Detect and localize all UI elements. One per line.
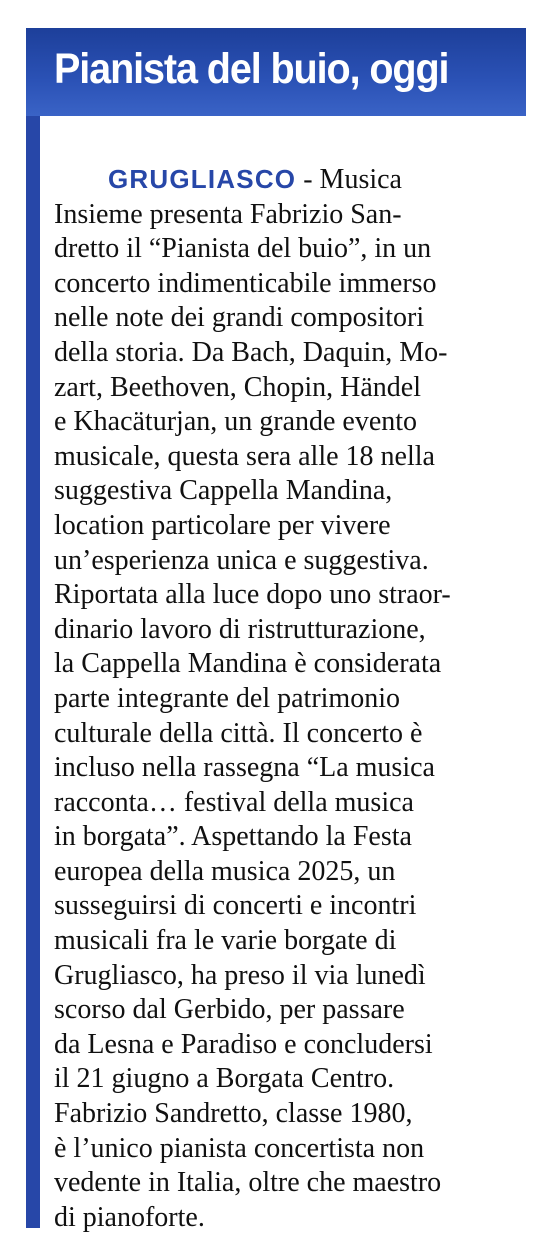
body-line: concerto indimenticabile immerso: [54, 267, 437, 299]
body-line-first: [54, 162, 522, 198]
body-line: musicali fra le varie borgate di: [54, 925, 397, 957]
article-body: [54, 162, 522, 1235]
body-line: racconta… festival della musica: [54, 786, 414, 818]
body-line: dretto il “Pianista del buio”, in un: [54, 233, 432, 265]
body-line: culturale della città. Il concerto è: [54, 717, 423, 749]
headline-bar: [26, 28, 526, 116]
body-line: susseguirsi di concerti e incontri: [54, 890, 417, 922]
body-line: in borgata”. Aspettando la Festa: [54, 821, 412, 853]
dateline: GRUGLIASCO: [108, 164, 297, 194]
article-headline: Pianista del buio, oggi: [54, 45, 449, 93]
left-accent-rule: [26, 28, 40, 1228]
body-line: dinario lavoro di ristrutturazione,: [54, 613, 426, 645]
body-line: della storia. Da Bach, Daquin, Mo-: [54, 336, 448, 368]
body-line: europea della musica 2025, un: [54, 855, 396, 887]
body-line: nelle note dei grandi compositori: [54, 302, 425, 334]
body-line: zart, Beethoven, Chopin, Händel: [54, 371, 422, 403]
body-line: Riportata alla luce dopo uno straor-: [54, 579, 451, 611]
body-line: un’esperienza unica e suggestiva.: [54, 544, 429, 576]
body-line: location particolare per vivere: [54, 509, 391, 541]
news-article: [26, 28, 526, 1232]
body-line: musicale, questa sera alle 18 nella: [54, 440, 435, 472]
body-line: il 21 giugno a Borgata Centro.: [54, 1063, 395, 1095]
body-line: scorso dal Gerbido, per passare: [54, 994, 405, 1026]
body-line: Insieme presenta Fabrizio San-: [54, 198, 402, 230]
body-line: suggestiva Cappella Mandina,: [54, 475, 393, 507]
body-line: è l’unico pianista concertista non: [54, 1132, 425, 1164]
body-line: parte integrante del patrimonio: [54, 682, 400, 714]
body-line: e Khacäturjan, un grande evento: [54, 406, 418, 438]
lead-text: - Musica: [296, 164, 402, 195]
body-line: Grugliasco, ha preso il via lunedì: [54, 959, 426, 991]
body-line: la Cappella Mandina è considerata: [54, 648, 442, 680]
body-line: Fabrizio Sandretto, classe 1980,: [54, 1098, 413, 1130]
body-line: di pianoforte.: [54, 1201, 205, 1233]
body-line: incluso nella rassegna “La musica: [54, 752, 435, 784]
body-line: da Lesna e Paradiso e concludersi: [54, 1028, 433, 1060]
body-line: vedente in Italia, oltre che maestro: [54, 1167, 442, 1199]
